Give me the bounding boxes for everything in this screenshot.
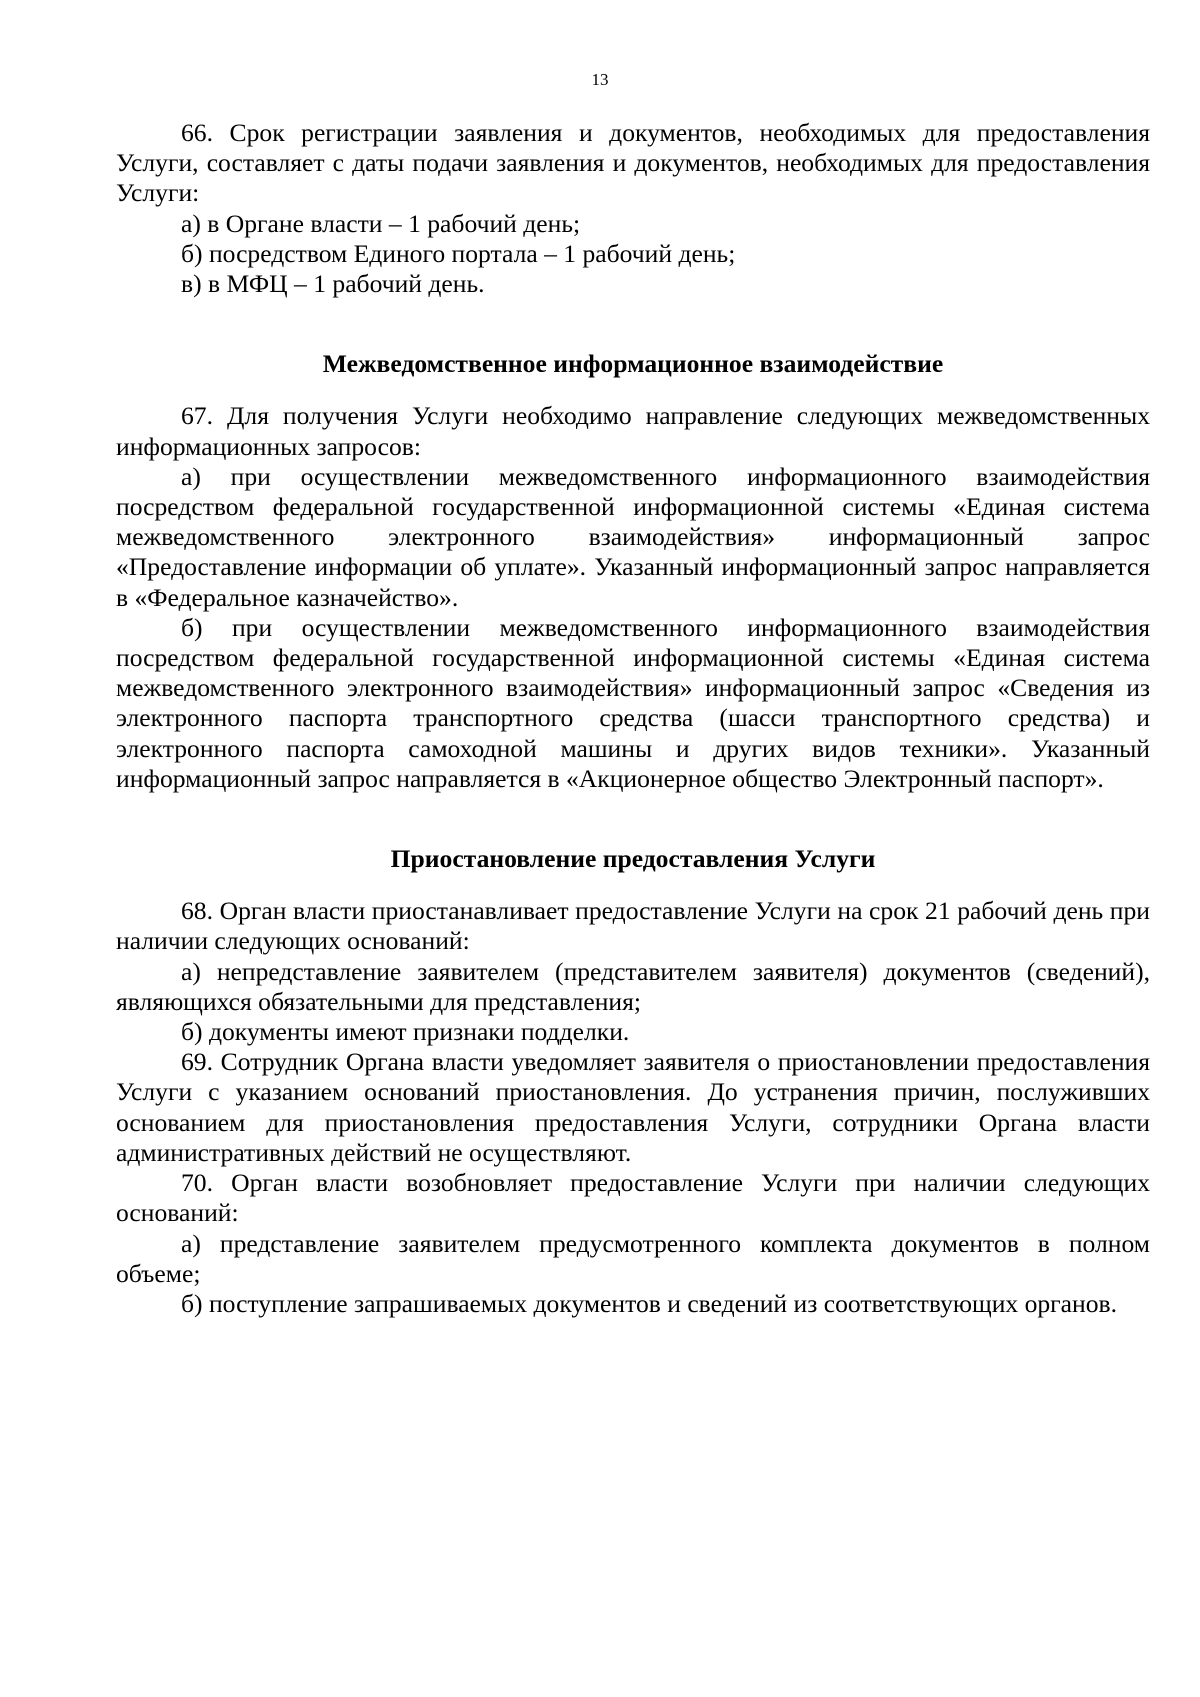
paragraph-69: 69. Сотрудник Органа власти уведомляет заявителя о приостановлении предоставления Услуги с указанием оснований приостановления. До устранения причин, послуживших основанием для приостановления предоставления Услуги, сотрудники Органа власти административных действий не осуществляют. — [116, 1047, 1150, 1167]
paragraph-68-intro: 68. Орган власти приостанавливает предоставление Услуги на срок 21 рабочий день при наличии следующих оснований: — [116, 896, 1150, 956]
paragraph-70-item-b: б) поступление запрашиваемых документов и сведений из соответствующих органов. — [181, 1288, 1118, 1318]
page-number: 13 — [591, 70, 609, 89]
paragraph-67-intro: 67. Для получения Услуги необходимо направление следующих межведомственных информационных запросов: — [116, 401, 1150, 461]
paragraph-67-item-b: б) при осуществлении межведомственного информационного взаимодействия посредством федеральной государственной информационной системы «Единая система межведомственного электронного взаимодействия» информационный запрос «Сведения из электронного паспорта транспортного средства (шасси транспортного средства) и электронного паспорта самоходной машины и других видов техники». Указанный информационный запрос направляется в «Акционерное общество Электронный паспорт». — [116, 612, 1150, 793]
paragraph-66-item-a: а) в Органе власти – 1 рабочий день; — [181, 208, 581, 238]
paragraph-70-intro: 70. Орган власти возобновляет предоставление Услуги при наличии следующих оснований: — [116, 1168, 1150, 1228]
section-heading-interagency: Межведомственное информационное взаимодействие — [322, 349, 944, 379]
paragraph-70-item-a: а) представление заявителем предусмотренного комплекта документов в полном объеме; — [116, 1228, 1150, 1288]
document-body — [116, 118, 1150, 1319]
paragraph-66-item-c: в) в МФЦ – 1 рабочий день. — [181, 269, 485, 299]
paragraph-67-item-a: а) при осуществлении межведомственного информационного взаимодействия посредством федеральной государственной информационной системы «Единая система межведомственного электронного взаимодействия» информационный запрос «Предоставление информации об уплате». Указанный информационный запрос направляется в «Федеральное казначейство». — [116, 461, 1150, 612]
section-heading-suspension: Приостановление предоставления Услуги — [390, 844, 876, 874]
paragraph-68-item-b: б) документы имеют признаки подделки. — [181, 1017, 630, 1047]
paragraph-66-intro: 66. Срок регистрации заявления и документов, необходимых для предоставления Услуги, составляет с даты подачи заявления и документов, необходимых для предоставления Услуги: — [116, 118, 1150, 208]
paragraph-68-item-a: а) непредставление заявителем (представителем заявителя) документов (сведений), являющихся обязательными для представления; — [116, 956, 1150, 1016]
paragraph-66-item-b: б) посредством Единого портала – 1 рабочий день; — [181, 238, 736, 268]
